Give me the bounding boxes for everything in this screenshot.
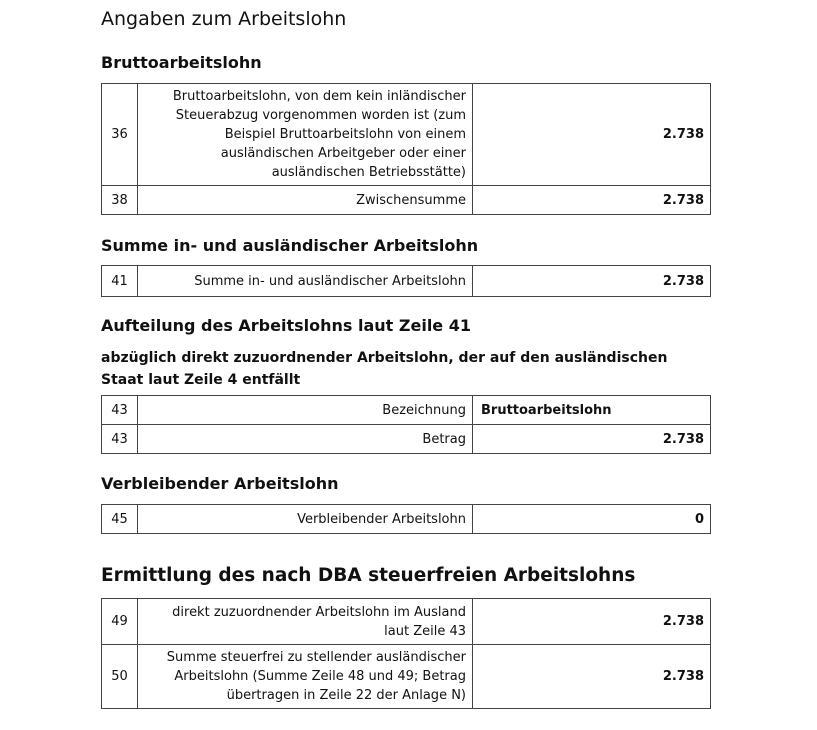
line-number: 43 (102, 425, 138, 454)
line-number: 41 (102, 266, 138, 297)
table-bruttoarbeitslohn (101, 83, 711, 215)
table-row (102, 425, 711, 454)
line-number: 36 (102, 84, 138, 186)
row-label: direkt zuzuordnender Arbeitslohn im Ausland laut Zeile 43 (138, 599, 473, 645)
row-label: Bezeichnung (138, 396, 473, 425)
line-number: 43 (102, 396, 138, 425)
section-heading-verbleibend: Verbleibender Arbeitslohn (101, 474, 339, 493)
subsection-heading-abzueglich: abzüglich direkt zuzuordnender Arbeitslohn, der auf den ausländischen Staat laut Zeile 4 entfällt (101, 350, 668, 388)
row-value: 2.738 (473, 266, 711, 297)
line-number: 38 (102, 186, 138, 215)
line-number: 45 (102, 505, 138, 534)
row-label: Zwischensumme (138, 186, 473, 215)
row-label: Summe steuerfrei zu stellender ausländischer Arbeitslohn (Summe Zeile 48 und 49; Betrag übertragen in Zeile 22 der Anlage N) (138, 645, 473, 709)
row-value: 0 (473, 505, 711, 534)
section-heading-aufteilung: Aufteilung des Arbeitslohns laut Zeile 41 (101, 316, 471, 335)
table-row (102, 186, 711, 215)
section-heading-bruttoarbeitslohn: Bruttoarbeitslohn (101, 53, 262, 72)
row-value: 2.738 (473, 599, 711, 645)
table-row (102, 84, 711, 186)
row-label: Summe in- und ausländischer Arbeitslohn (138, 266, 473, 297)
line-number: 50 (102, 645, 138, 709)
table-row (102, 266, 711, 297)
row-value: 2.738 (473, 186, 711, 215)
table-dba (101, 598, 711, 709)
table-summe (101, 265, 711, 297)
line-number: 49 (102, 599, 138, 645)
table-row (102, 505, 711, 534)
section-heading-dba: Ermittlung des nach DBA steuerfreien Arbeitslohns (101, 565, 636, 586)
table-verbleibend (101, 504, 711, 534)
row-value: 2.738 (473, 84, 711, 186)
row-label: Verbleibender Arbeitslohn (138, 505, 473, 534)
row-value: 2.738 (473, 425, 711, 454)
row-label: Bruttoarbeitslohn, von dem kein inländischer Steuerabzug vorgenommen worden ist (zum Beispiel Bruttoarbeitslohn von einem ausländischen Arbeitgeber oder einer ausländischen Betriebsstätte) (138, 84, 473, 186)
table-row (102, 599, 711, 645)
row-value: 2.738 (473, 645, 711, 709)
row-label: Betrag (138, 425, 473, 454)
table-aufteilung (101, 395, 711, 454)
table-row (102, 396, 711, 425)
table-row (102, 645, 711, 709)
row-value: Bruttoarbeitslohn (473, 396, 711, 425)
page-title: Angaben zum Arbeitslohn (101, 8, 347, 30)
section-heading-summe: Summe in- und ausländischer Arbeitslohn (101, 236, 479, 255)
